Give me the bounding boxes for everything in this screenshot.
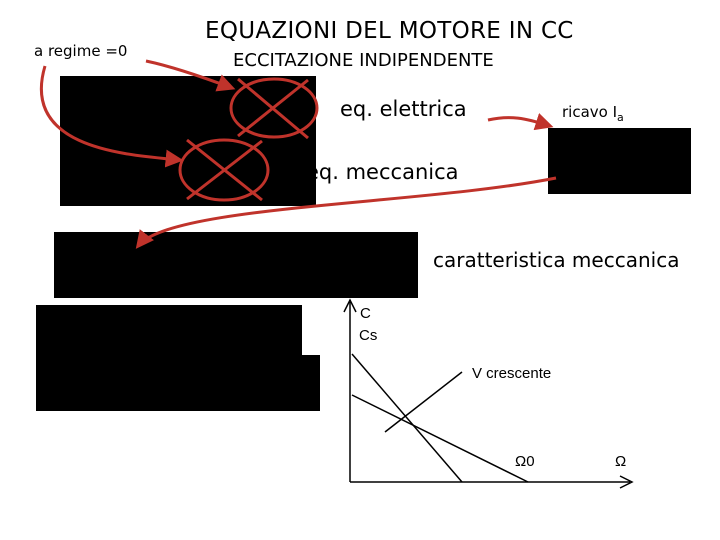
slide-title: EQUAZIONI DEL MOTORE IN CC xyxy=(205,18,574,44)
v-increasing-arrow-line xyxy=(385,372,462,432)
electric-equation-label: eq. elettrica xyxy=(340,97,467,121)
y-sub-label: Cs xyxy=(359,327,378,344)
slide-subtitle: ECCITAZIONE INDIPENDENTE xyxy=(233,50,494,71)
mechanical-equation-label: eq. meccanica xyxy=(306,160,459,184)
crossed-term-2 xyxy=(180,140,268,200)
x-axis-label: Ω xyxy=(615,453,627,470)
regime-annotation: a regime =0 xyxy=(34,42,128,60)
crossed-term-1 xyxy=(231,79,317,138)
series-note-label: V crescente xyxy=(472,365,552,382)
arrow-eq-to-ricavo xyxy=(488,118,550,126)
arrow-regime-down xyxy=(41,66,180,160)
characteristic-graph xyxy=(344,300,632,488)
characteristic-line-1 xyxy=(352,354,462,482)
characteristic-line-2 xyxy=(352,395,528,482)
omega0-label: Ω0 xyxy=(515,453,535,470)
mechanical-characteristic-label: caratteristica meccanica xyxy=(433,248,680,272)
arrow-regime-to-eq xyxy=(146,61,232,88)
y-axis-label: C xyxy=(360,305,371,322)
derive-current-label: ricavo $I_a$ xyxy=(562,103,624,124)
